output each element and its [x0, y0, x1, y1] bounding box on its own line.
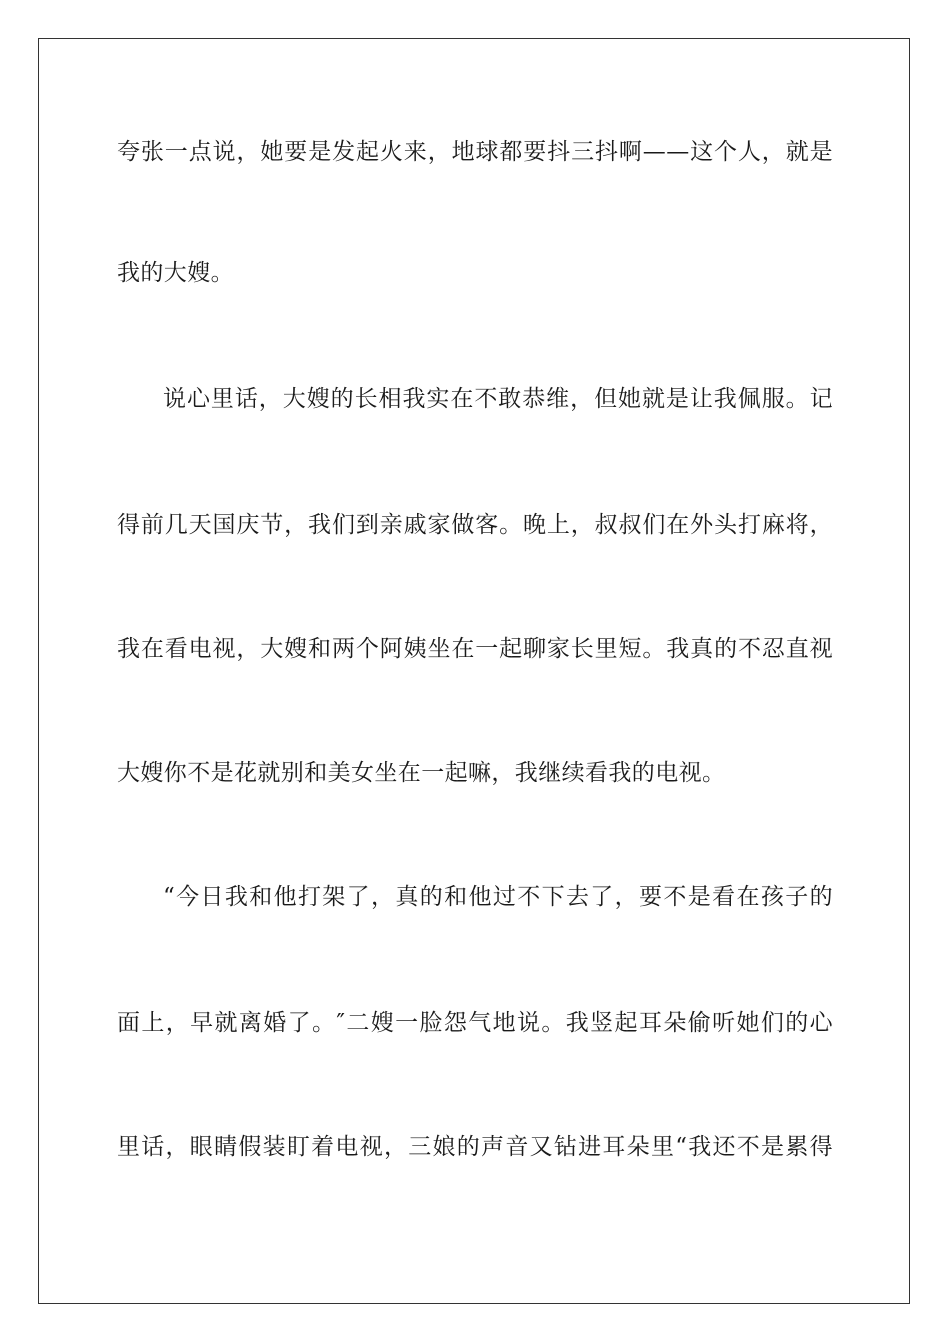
text-line-7: “今日我和他打架了，真的和他过不下去了，要不是看在孩子的: [163, 884, 833, 910]
page-frame: [38, 38, 910, 1304]
text-line-6: 大嫂你不是花就别和美女坐在一起嘛，我继续看我的电视。: [117, 760, 726, 786]
text-line-9: 里话，眼睛假装盯着电视，三娘的声音又钻进耳朵里“我还不是累得: [117, 1134, 833, 1160]
text-line-4: 得前几天国庆节，我们到亲戚家做客。晚上，叔叔们在外头打麻将，: [117, 512, 833, 538]
text-line-5: 我在看电视，大嫂和两个阿姨坐在一起聊家长里短。我真的不忍直视: [117, 636, 833, 662]
text-line-1: 夸张一点说，她要是发起火来，地球都要抖三抖啊——这个人，就是: [117, 139, 833, 165]
text-line-8: 面上，早就离婚了。″二嫂一脸怨气地说。我竖起耳朵偷听她们的心: [117, 1010, 833, 1036]
text-line-2: 我的大嫂。: [117, 260, 234, 286]
text-line-3: 说心里话，大嫂的长相我实在不敢恭维，但她就是让我佩服。记: [163, 386, 833, 412]
